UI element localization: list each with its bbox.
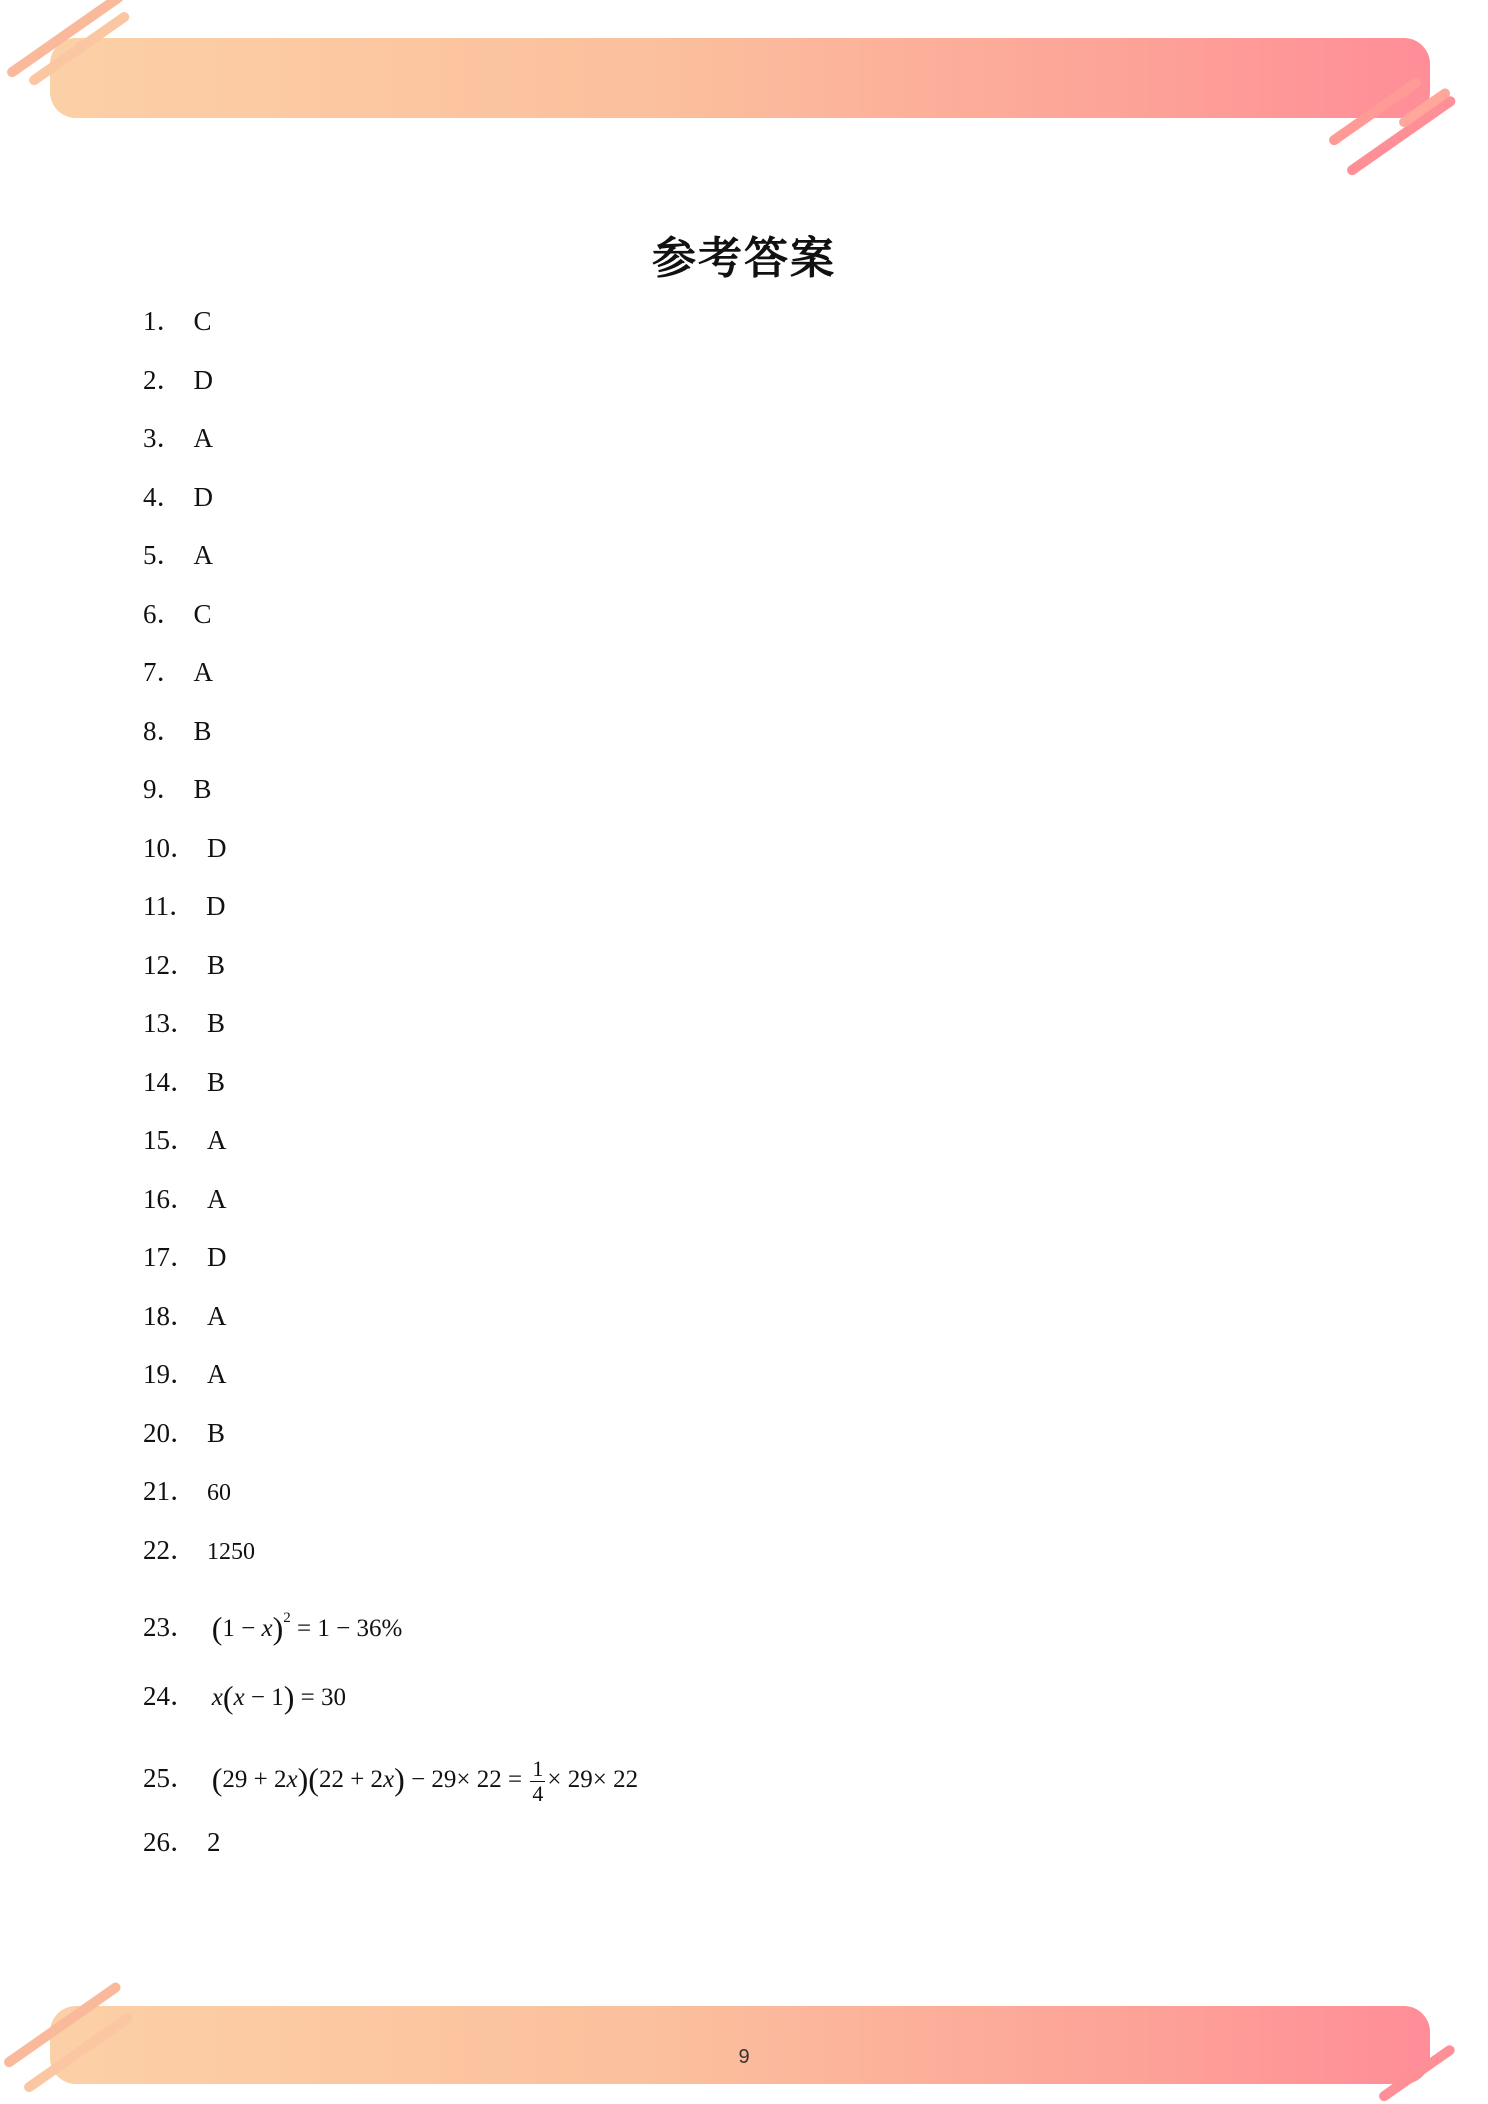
answer-row: 22． 1250 [143,1535,255,1565]
answer-row: 25． (29 + 2x)(22 + 2x) − 29× 22 = $\frac{1}{4}$ × 29× 22 [143,1756,639,1806]
answer-row: 13． B [143,1008,226,1038]
answer-row: 4． D [143,482,213,512]
answer-row: 2． D [143,365,213,395]
answer-row: 1． C [143,306,212,336]
answer-row: 26． 2 [143,1827,221,1857]
answer-row: 24． x(x − 1) = 30 [143,1679,346,1715]
answer-row: 17． D [143,1242,227,1272]
formula-25: (29 + 2x)(22 + 2x) − 29× 22 = $\frac{1}{4}$ × 29× 22 [211,1756,639,1806]
answer-row: 7． A [143,657,213,687]
answer-row: 16． A [143,1184,227,1214]
answer-row: 21． 60 [143,1476,231,1506]
answer-row: 19． A [143,1359,227,1389]
formula-23: $(1 - x)^2 = 1 - 36\%$ [211,1610,403,1646]
answer-row: 18． A [143,1301,227,1331]
formula-24: x(x − 1) = 30 [211,1679,346,1715]
answer-row: 20． B [143,1418,226,1448]
answer-row: 12． B [143,950,226,980]
answer-row: 14． B [143,1067,226,1097]
page-title: 参考答案 [652,233,836,284]
answer-row: 5． A [143,540,213,570]
answer-row: 11． D [143,891,226,921]
answer-row: 8． B [143,716,212,746]
answer-row: 10． D [143,833,227,863]
answer-row: 15． A [143,1125,227,1155]
answer-row: 6． C [143,599,212,629]
footer-decor-band [50,2006,1430,2084]
page-number: 9 [738,2046,750,2068]
answer-row: 3． A [143,423,213,453]
answer-row: 9． B [143,774,212,804]
answer-list [143,0,1343,2104]
answer-row: 23． $(1 - x)^2 = 1 - 36\%$ [143,1602,402,1645]
